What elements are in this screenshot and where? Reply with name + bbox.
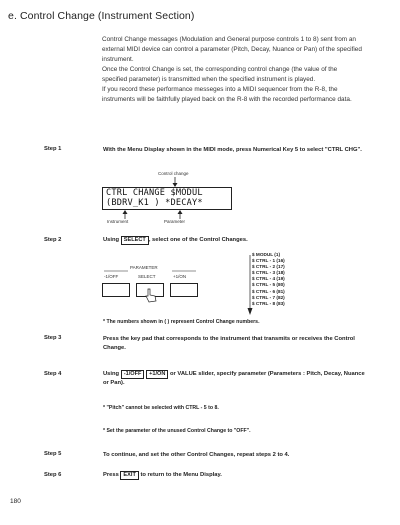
step-2-text-after: , select one of the Control Changes. [148,237,248,243]
up-arrow-icon [175,210,185,219]
pad-plus [170,283,198,297]
intro-paragraph: If you record these performance messeges into a MIDI sequencer from the R-8, the instruments will be faithfully played back on the R-8 with the recorded performance data. [102,86,352,103]
control-item: $ CTRL - 1 (16) [252,258,285,264]
control-item: $ CTRL - 4 (19) [252,276,285,282]
step-4-text-before: Using [103,371,120,377]
pointing-hand-icon [144,288,158,303]
step-5-text: To continue, and set the other Control Changes, repeat steps 2 to 4. [103,452,290,458]
step-4-note-off: * Set the parameter of the unused Control Change to "OFF". [103,428,251,434]
control-item: $ MODUL (1) [252,252,281,257]
up-arrow-icon [120,210,130,219]
control-item: $ CTRL - 7 (82) [252,294,285,300]
parameter-caption: PARAMETER [130,265,158,270]
control-change-label: Control change [158,171,189,176]
step-4-note-pitch: * "Pitch" cannot be selected with CTRL - 5 to 8. [103,405,219,411]
control-item: $ CTRL - 6 (81) [252,288,285,294]
step-4-label: Step 4 [44,371,62,377]
step-2-text [103,236,368,245]
step-4-text-after: or VALUE slider, specify parameter (Parameters : Pitch, Decay, Nuance or Pan). [103,371,365,386]
control-change-list [252,252,285,307]
select-key: SELECT [121,236,149,245]
step-2-label: Step 2 [44,237,62,243]
intro-paragraph: Control Change messages (Modulation and General purpose controls 1 to 8) sent from an external MIDI device can control a parameter (Pitch, Decay, Nuance or Pan) of the specified instrument. [102,36,362,63]
control-item: $ CTRL - 8 (83) [252,300,285,306]
step-6-text-before: Press [103,472,119,478]
pad-plus-label: +1/ON [173,274,187,279]
step-3-text: Press the key pad that corresponds to the instrument that transmits or receives the Control Change. [103,336,355,351]
parameter-label: Parameter [164,219,186,224]
step-1-label: Step 1 [44,146,62,152]
lcd-line-2: (BDRV_K1 ) *DECAY* [106,197,203,208]
control-item: $ CTRL - 5 (80) [252,282,285,288]
plus-one-on-key: +1/ON [146,370,168,379]
pad-minus-label: -1/OFF [104,274,119,279]
pad-select-label: SELECT [138,274,156,279]
control-item: $ CTRL - 3 (18) [252,270,285,276]
pad-minus [102,283,130,297]
down-arrow-icon [170,177,180,187]
step-6-text-after: to return to the Menu Display. [138,472,222,478]
step-2-text-before: Using [103,237,120,243]
step-3-label: Step 3 [44,335,62,341]
exit-key: EXIT [120,471,138,480]
lcd-display [102,187,232,210]
step-6-label: Step 6 [44,472,62,478]
lcd-line-1: CTRL CHANGE $MODUL [106,188,203,198]
minus-one-off-key: -1/OFF [121,370,145,379]
intro-text [102,35,362,105]
step-6-text [103,471,368,480]
step-4-text [103,370,368,388]
intro-paragraph: Once the Control Change is set, the corresponding control change (the value of the specified parameter) is transmitted when the specified instrument is played. [102,66,338,83]
instrument-label: Instrument [107,219,129,224]
section-title: e. Control Change (Instrument Section) [8,10,195,22]
control-item: $ CTRL - 2 (17) [252,264,285,270]
step-1-text: With the Menu Display shown in the MIDI mode, press Numerical Key 5 to select "CTRL CHG". [103,147,362,153]
page-number: 180 [10,498,21,505]
step-2-note: * The numbers shown in ( ) represent Control Change numbers. [103,319,260,325]
step-5-label: Step 5 [44,451,62,457]
